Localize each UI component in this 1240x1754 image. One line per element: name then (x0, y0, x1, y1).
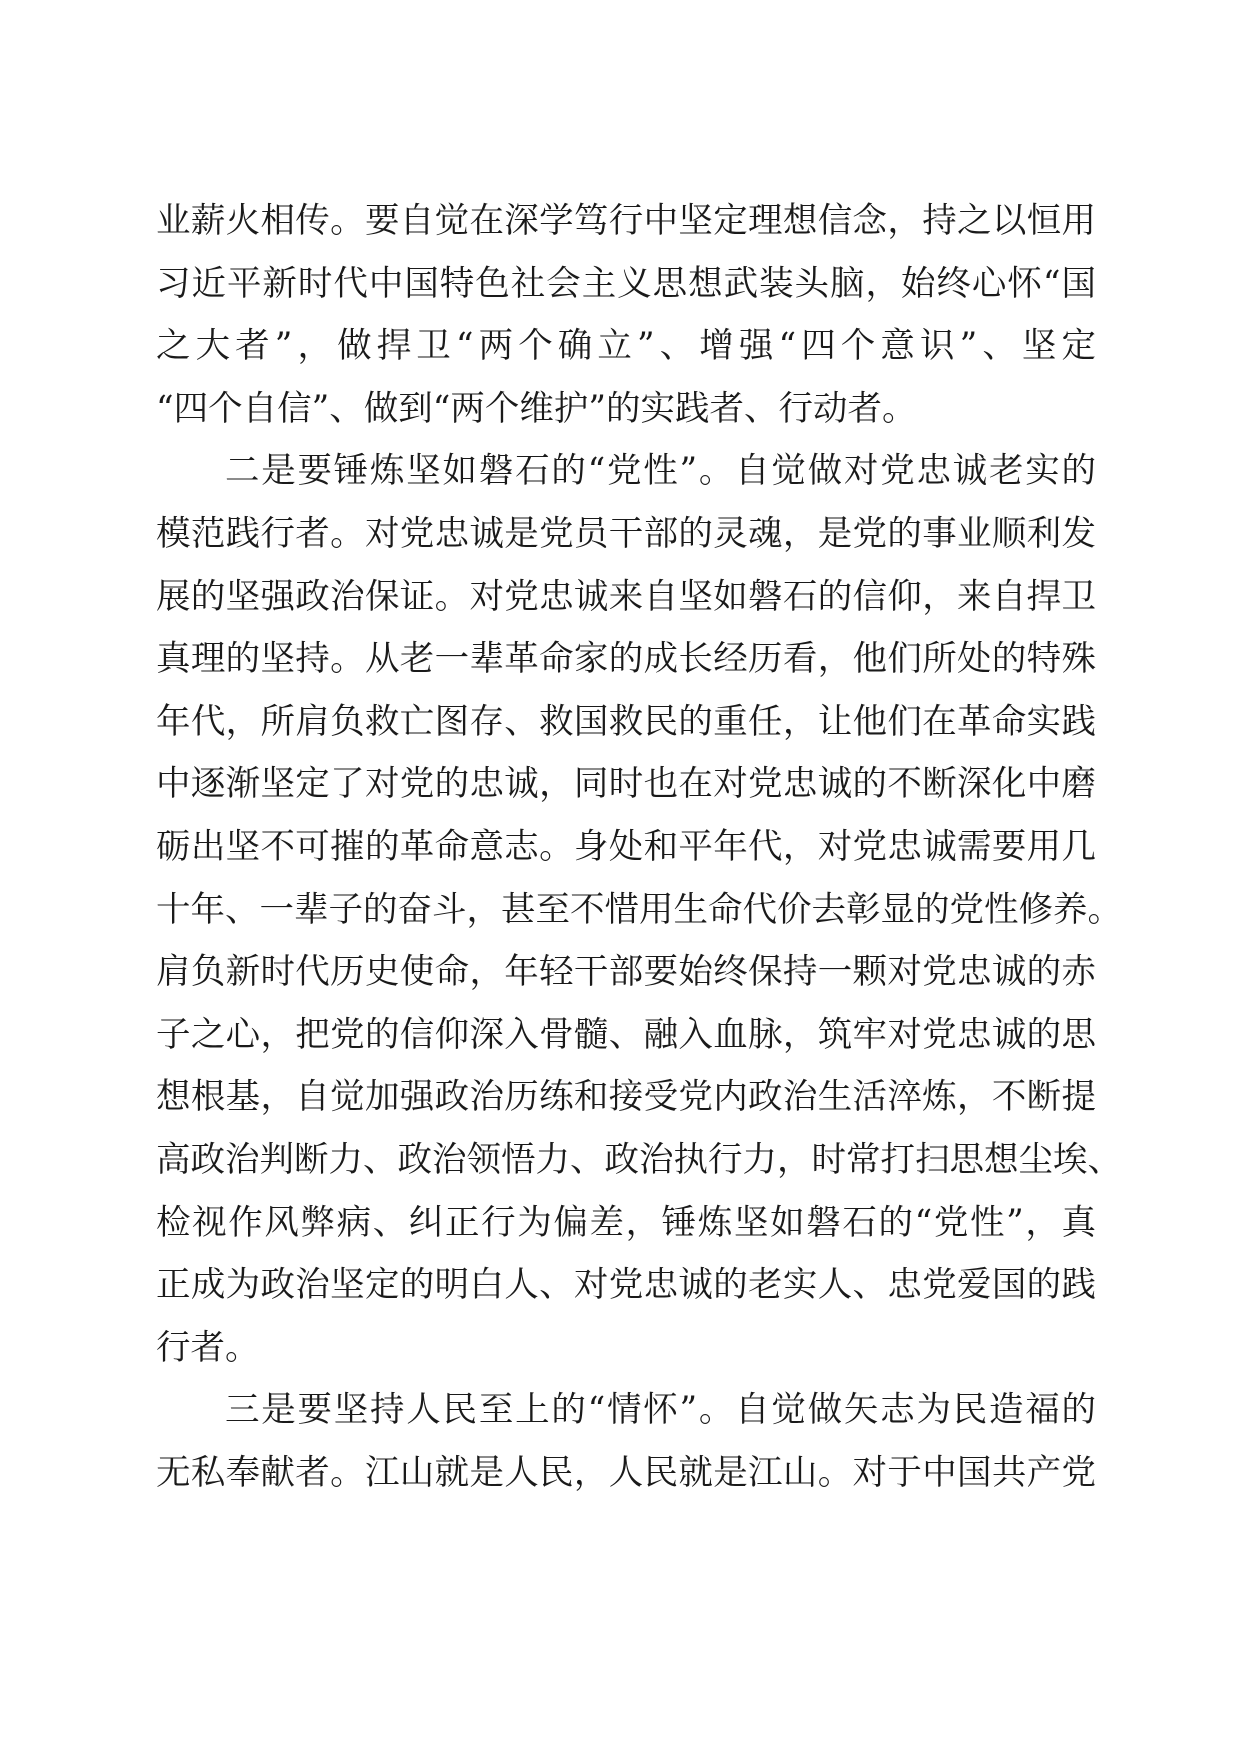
text-line: 正成为政治坚定的明白人、对党忠诚的老实人、忠党爱国的践 (156, 1265, 1096, 1306)
text-line: 砺出坚不可摧的革命意志。身处和平年代，对党忠诚需要用几 (156, 826, 1096, 867)
text-line: 肩负新时代历史使命，年轻干部要始终保持一颗对党忠诚的赤 (156, 952, 1096, 993)
paragraph-heading-line: 三是要坚持人民至上的“情怀”。自觉做矢志为民造福的 (225, 1390, 1096, 1431)
text-line: 想根基，自觉加强政治历练和接受党内政治生活淬炼，不断提 (156, 1077, 1096, 1118)
text-line: 中逐渐坚定了对党的忠诚，同时也在对党忠诚的不断深化中磨 (156, 764, 1096, 805)
text-line: “四个自信”、做到“两个维护”的实践者、行动者。 (156, 388, 917, 429)
text-line: 十年、一辈子的奋斗，甚至不惜用生命代价去彰显的党性修养。 (156, 889, 1122, 930)
text-line: 真理的坚持。从老一辈革命家的成长经历看，他们所处的特殊 (156, 639, 1096, 680)
text-line: 之大者”，做捍卫“两个确立”、增强“四个意识”、坚定 (156, 326, 1096, 367)
text-line: 模范践行者。对党忠诚是党员干部的灵魂，是党的事业顺利发 (156, 513, 1096, 554)
text-line: 行者。 (156, 1327, 260, 1368)
text-line: 子之心，把党的信仰深入骨髓、融入血脉，筑牢对党忠诚的思 (156, 1014, 1096, 1055)
text-line: 高政治判断力、政治领悟力、政治执行力，时常打扫思想尘埃、 (156, 1139, 1122, 1180)
paragraph-heading-line: 二是要锤炼坚如磐石的“党性”。自觉做对党忠诚老实的 (225, 451, 1096, 492)
text-line: 展的坚强政治保证。对党忠诚来自坚如磐石的信仰，来自捍卫 (156, 576, 1096, 617)
text-line: 检视作风弊病、纠正行为偏差，锤炼坚如磐石的“党性”，真 (156, 1202, 1096, 1243)
text-line: 业薪火相传。要自觉在深学笃行中坚定理想信念，持之以恒用 (156, 201, 1096, 241)
text-line: 习近平新时代中国特色社会主义思想武装头脑，始终心怀“国 (156, 263, 1096, 304)
body-text (156, 190, 1122, 1504)
text-line: 年代，所肩负救亡图存、救国救民的重任，让他们在革命实践 (156, 701, 1096, 742)
text-line: 无私奉献者。江山就是人民，人民就是江山。对于中国共产党 (156, 1452, 1096, 1493)
